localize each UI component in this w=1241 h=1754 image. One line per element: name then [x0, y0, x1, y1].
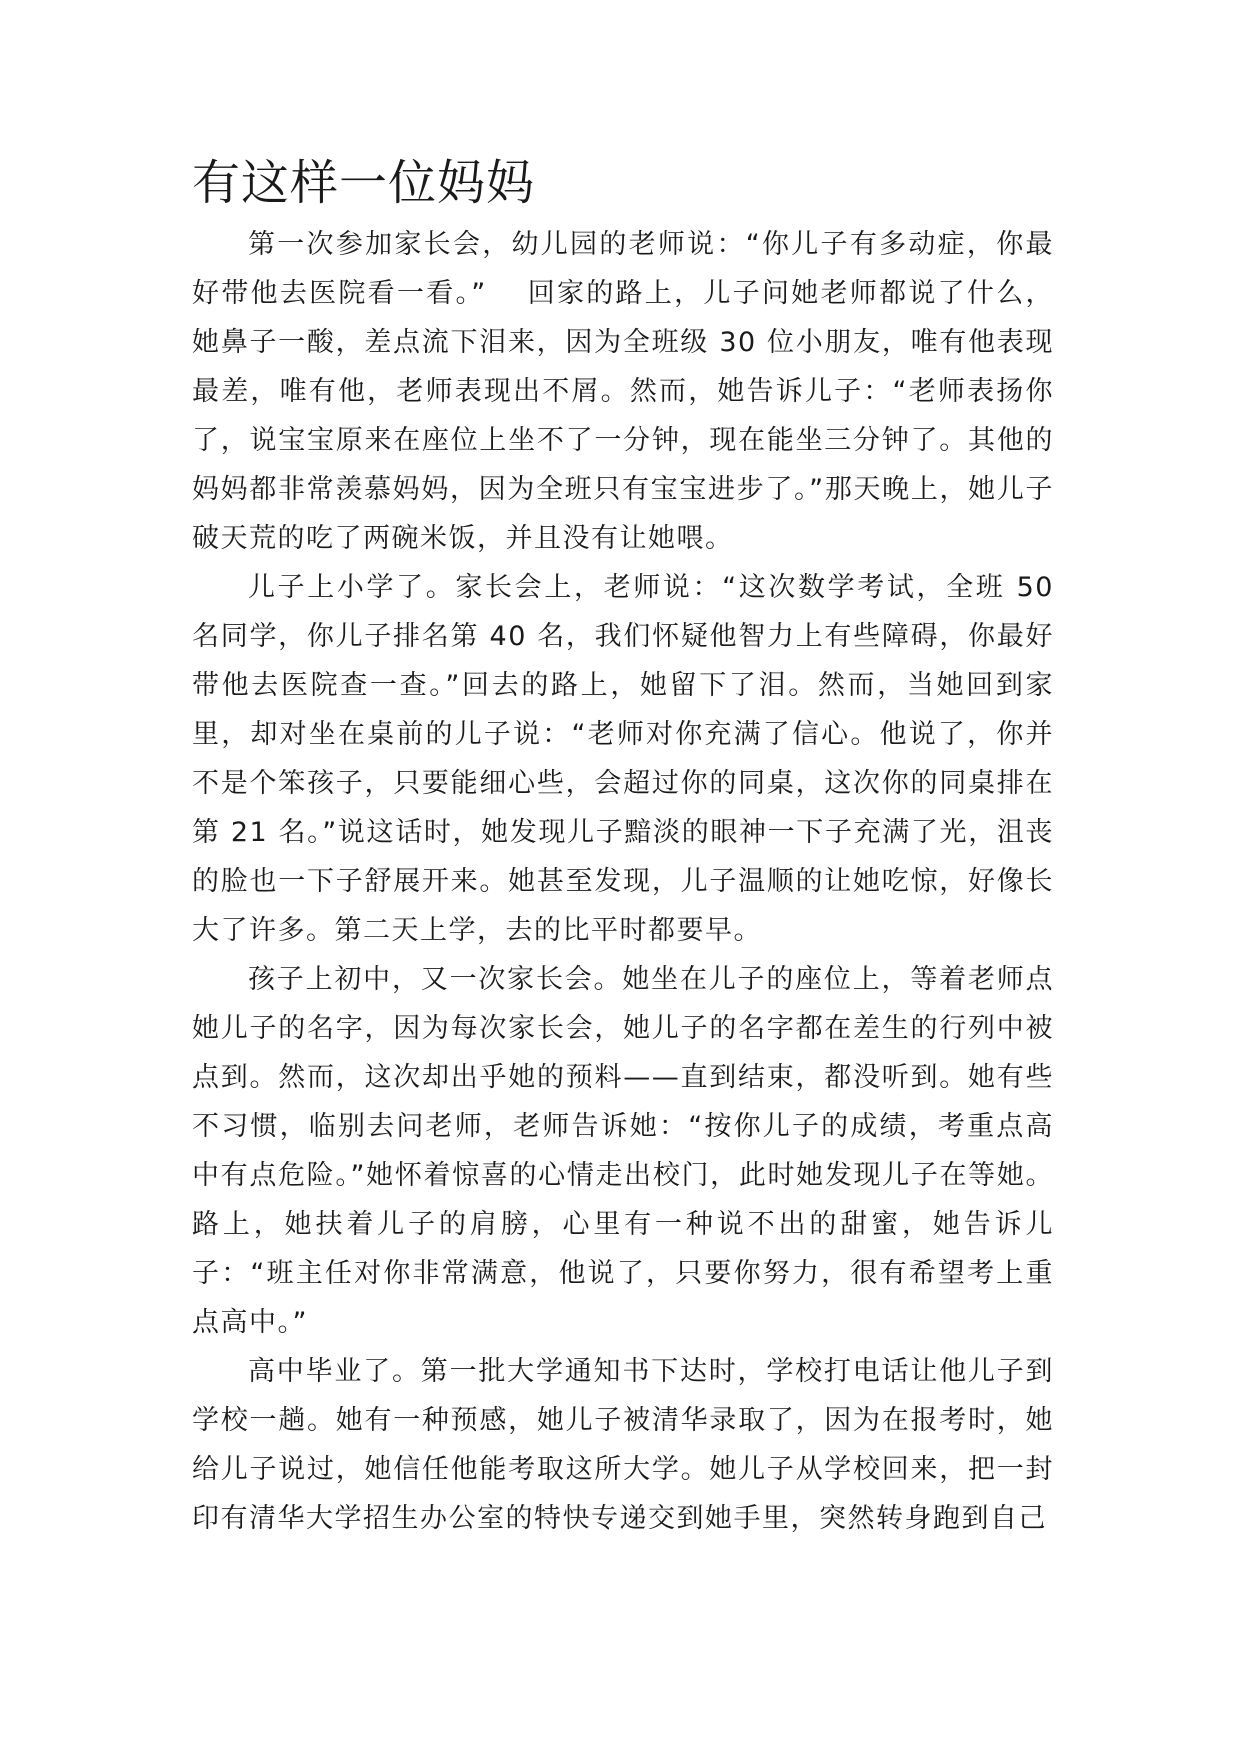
paragraph-1: 第一次参加家长会，幼儿园的老师说：“你儿子有多动症，你最好带他去医院看一看。” 回家的路上，儿子问她老师都说了什么，她鼻子一酸，差点流下泪来，因为全班级 30 位小朋友，唯有他表现最差，唯有他，老师表现出不屑。然而，她告诉儿子：“老师表扬你了，说宝宝原来在座位上坐不了一分钟，现在能坐三分钟了。其他的妈妈都非常羡慕妈妈，因为全班只有宝宝进步了。”那天晚上，她儿子破天荒的吃了两碗米饭，并且没有让她喂。: [192, 229, 1054, 554]
paragraph-3: 孩子上初中，又一次家长会。她坐在儿子的座位上，等着老师点她儿子的名字，因为每次家长会，她儿子的名字都在差生的行列中被点到。然而，这次却出乎她的预料——直到结束，都没听到。她有些不习惯，临别去问老师，老师告诉她：“按你儿子的成绩，考重点高中有点危险。”她怀着惊喜的心情走出校门，此时她发现儿子在等她。路上，她扶着儿子的肩膀，心里有一种说不出的甜蜜，她告诉儿子：“班主任对你非常满意，他说了，只要你努力，很有希望考上重点高中。”: [192, 964, 1054, 1338]
document-body: [192, 150, 1054, 1543]
paragraph-4: 高中毕业了。第一批大学通知书下达时，学校打电话让他儿子到学校一趟。她有一种预感，她儿子被清华录取了，因为在报考时，她给儿子说过，她信任他能考取这所大学。她儿子从学校回来，把一封印有清华大学招生办公室的特快专递交到她手里，突然转身跑到自己: [192, 1356, 1054, 1534]
page-title: 有这样一位妈妈: [192, 155, 536, 211]
paragraph-2: 儿子上小学了。家长会上，老师说：“这次数学考试，全班 50 名同学，你儿子排名第 40 名，我们怀疑他智力上有些障碍，你最好带他去医院查一查。”回去的路上，她留下了泪。然而，当她回到家里，却对坐在桌前的儿子说：“老师对你充满了信心。他说了，你并不是个笨孩子，只要能细心些，会超过你的同桌，这次你的同桌排在第 21 名。”说这话时，她发现儿子黯淡的眼神一下子充满了光，沮丧的脸也一下子舒展开来。她甚至发现，儿子温顺的让她吃惊，好像长大了许多。第二天上学，去的比平时都要早。: [192, 572, 1054, 946]
